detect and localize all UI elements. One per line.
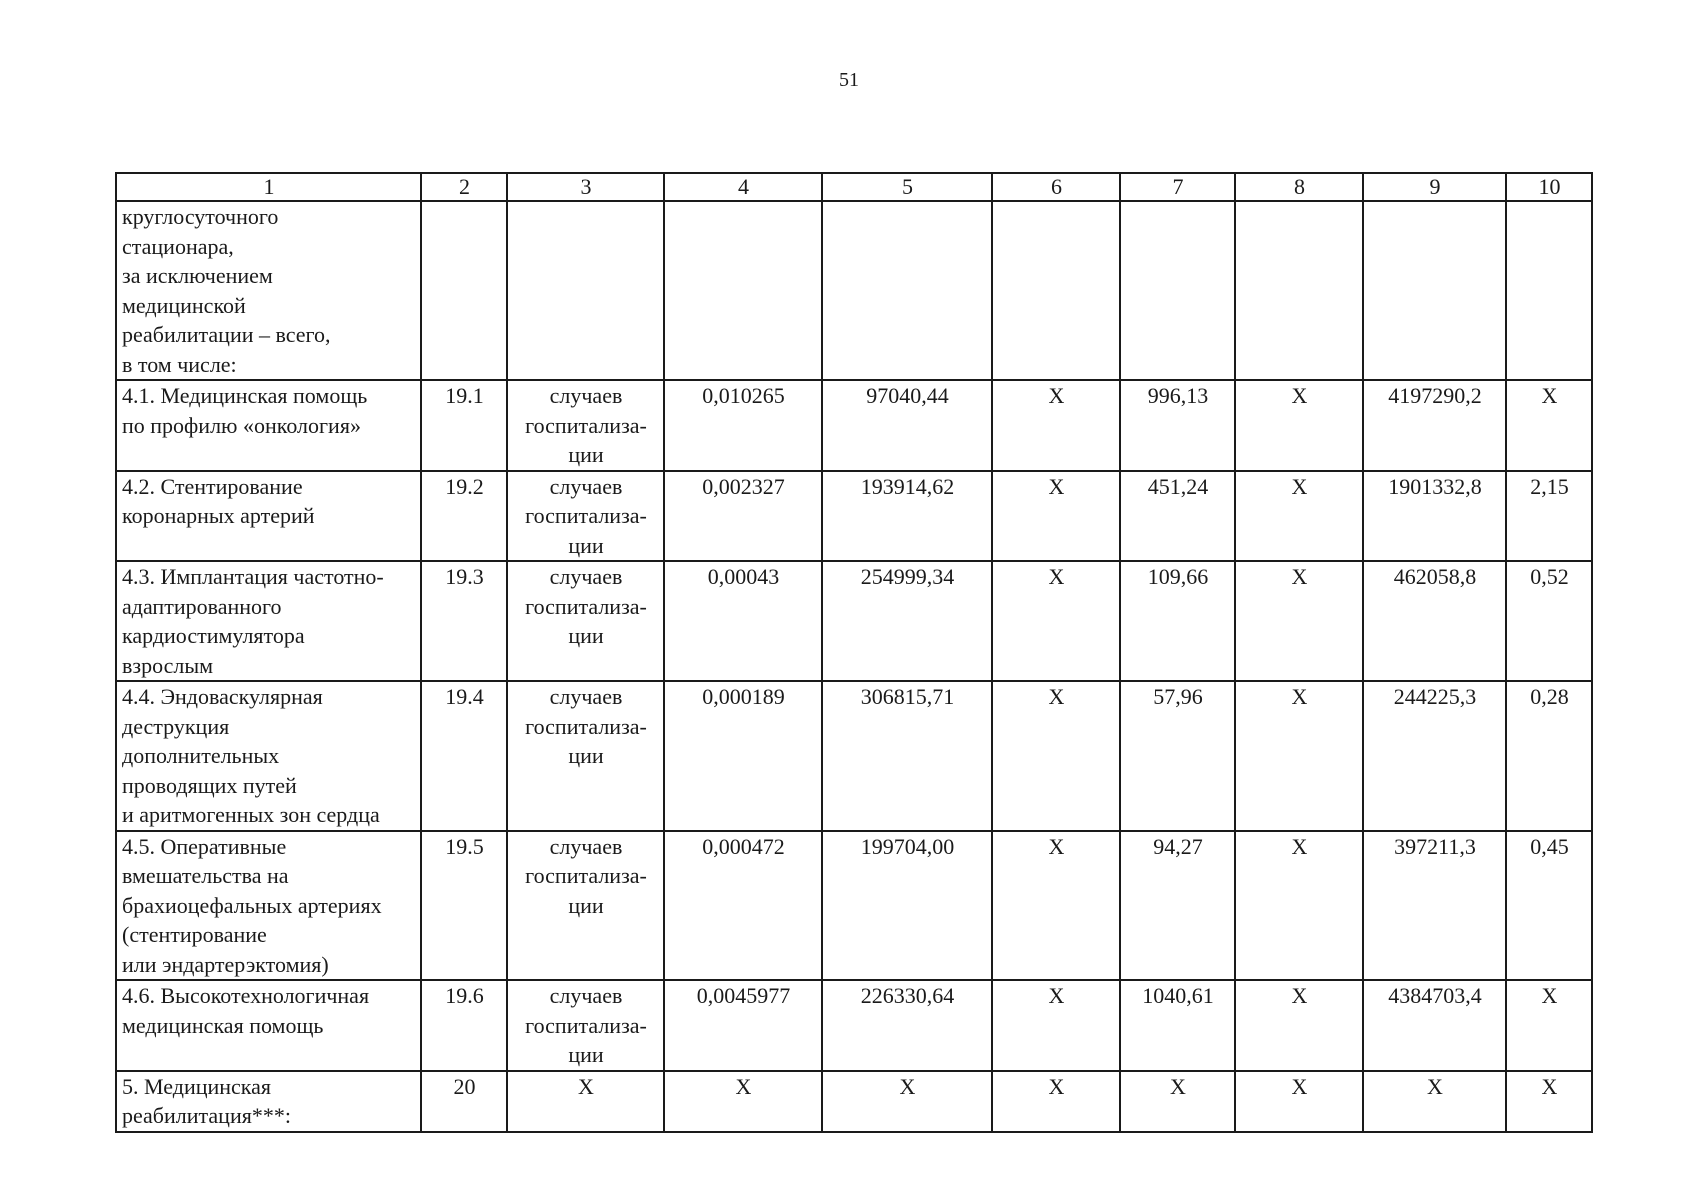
row-col-10: Х — [1506, 980, 1592, 1071]
empty-cell — [1120, 201, 1235, 380]
row-col-5: 306815,71 — [822, 681, 992, 831]
empty-cell — [822, 201, 992, 380]
row-code: 19.2 — [421, 471, 507, 562]
row-col-10: 0,45 — [1506, 831, 1592, 981]
row-code: 20 — [421, 1071, 507, 1132]
row-unit: случаев госпитализа- ции — [507, 831, 664, 981]
row-code: 19.5 — [421, 831, 507, 981]
row-unit: Х — [507, 1071, 664, 1132]
row-name: круглосуточного стационара, за исключением медицинской реабилитации – всего, в том числе: — [116, 201, 421, 380]
row-col-9: 4384703,4 — [1363, 980, 1506, 1071]
row-col-10: 2,15 — [1506, 471, 1592, 562]
row-col-4: 0,00043 — [664, 561, 822, 681]
row-col-5: 97040,44 — [822, 380, 992, 471]
header-col-2: 2 — [421, 173, 507, 201]
financing-table — [115, 172, 1593, 1133]
row-col-8: Х — [1235, 681, 1363, 831]
header-col-1: 1 — [116, 173, 421, 201]
row-col-4: 0,0045977 — [664, 980, 822, 1071]
header-col-9: 9 — [1363, 173, 1506, 201]
table-row — [116, 831, 1592, 981]
header-col-7: 7 — [1120, 173, 1235, 201]
row-name: 4.2. Стентирование коронарных артерий — [116, 471, 421, 562]
table-row — [116, 681, 1592, 831]
row-col-8: Х — [1235, 831, 1363, 981]
row-col-9: 397211,3 — [1363, 831, 1506, 981]
row-col-5: 193914,62 — [822, 471, 992, 562]
header-col-5: 5 — [822, 173, 992, 201]
row-col-6: Х — [992, 380, 1120, 471]
empty-cell — [1363, 201, 1506, 380]
row-col-9: 4197290,2 — [1363, 380, 1506, 471]
row-unit: случаев госпитализа- ции — [507, 681, 664, 831]
row-col-10: Х — [1506, 380, 1592, 471]
header-col-8: 8 — [1235, 173, 1363, 201]
empty-cell — [664, 201, 822, 380]
row-unit: случаев госпитализа- ции — [507, 980, 664, 1071]
row-code: 19.4 — [421, 681, 507, 831]
header-col-3: 3 — [507, 173, 664, 201]
empty-cell — [507, 201, 664, 380]
row-col-6: Х — [992, 561, 1120, 681]
row-code: 19.3 — [421, 561, 507, 681]
row-col-4: 0,000189 — [664, 681, 822, 831]
row-col-10: 0,52 — [1506, 561, 1592, 681]
row-col-5: 199704,00 — [822, 831, 992, 981]
row-col-7: Х — [1120, 1071, 1235, 1132]
header-col-10: 10 — [1506, 173, 1592, 201]
empty-cell — [1235, 201, 1363, 380]
row-col-6: Х — [992, 681, 1120, 831]
row-col-6: Х — [992, 1071, 1120, 1132]
row-col-7: 1040,61 — [1120, 980, 1235, 1071]
row-col-6: Х — [992, 831, 1120, 981]
row-col-7: 57,96 — [1120, 681, 1235, 831]
row-col-5: 254999,34 — [822, 561, 992, 681]
row-col-10: 0,28 — [1506, 681, 1592, 831]
row-name: 4.1. Медицинская помощь по профилю «онкология» — [116, 380, 421, 471]
empty-cell — [992, 201, 1120, 380]
row-name: 5. Медицинская реабилитация***: — [116, 1071, 421, 1132]
row-col-8: Х — [1235, 471, 1363, 562]
table-header-row — [116, 173, 1592, 201]
row-col-6: Х — [992, 471, 1120, 562]
row-col-10: Х — [1506, 1071, 1592, 1132]
row-col-8: Х — [1235, 980, 1363, 1071]
row-col-6: Х — [992, 980, 1120, 1071]
row-code: 19.1 — [421, 380, 507, 471]
empty-cell — [1506, 201, 1592, 380]
row-col-5: 226330,64 — [822, 980, 992, 1071]
row-name: 4.3. Имплантация частотно- адаптированного кардиостимулятора взрослым — [116, 561, 421, 681]
row-col-4: 0,002327 — [664, 471, 822, 562]
row-col-9: Х — [1363, 1071, 1506, 1132]
row-col-4: 0,010265 — [664, 380, 822, 471]
row-col-9: 244225,3 — [1363, 681, 1506, 831]
row-col-9: 1901332,8 — [1363, 471, 1506, 562]
row-col-7: 94,27 — [1120, 831, 1235, 981]
row-name: 4.4. Эндоваскулярная деструкция дополнительных проводящих путей и аритмогенных зон сердца — [116, 681, 421, 831]
row-col-8: Х — [1235, 561, 1363, 681]
row-col-7: 451,24 — [1120, 471, 1235, 562]
row-name: 4.5. Оперативные вмешательства на брахиоцефальных артериях (стентирование или эндартерэктомия) — [116, 831, 421, 981]
header-col-4: 4 — [664, 173, 822, 201]
row-col-7: 109,66 — [1120, 561, 1235, 681]
row-unit: случаев госпитализа- ции — [507, 561, 664, 681]
row-col-5: Х — [822, 1071, 992, 1132]
table-row — [116, 380, 1592, 471]
empty-cell — [421, 201, 507, 380]
table-row-intro — [116, 201, 1592, 380]
row-col-4: 0,000472 — [664, 831, 822, 981]
header-col-6: 6 — [992, 173, 1120, 201]
row-unit: случаев госпитализа- ции — [507, 380, 664, 471]
table-row — [116, 561, 1592, 681]
row-col-9: 462058,8 — [1363, 561, 1506, 681]
row-col-4: Х — [664, 1071, 822, 1132]
table-row — [116, 1071, 1592, 1132]
row-col-8: Х — [1235, 1071, 1363, 1132]
page-number: 51 — [839, 69, 859, 91]
table-row — [116, 471, 1592, 562]
row-col-7: 996,13 — [1120, 380, 1235, 471]
row-code: 19.6 — [421, 980, 507, 1071]
row-unit: случаев госпитализа- ции — [507, 471, 664, 562]
table-row — [116, 980, 1592, 1071]
row-name: 4.6. Высокотехнологичная медицинская помощь — [116, 980, 421, 1071]
row-col-8: Х — [1235, 380, 1363, 471]
